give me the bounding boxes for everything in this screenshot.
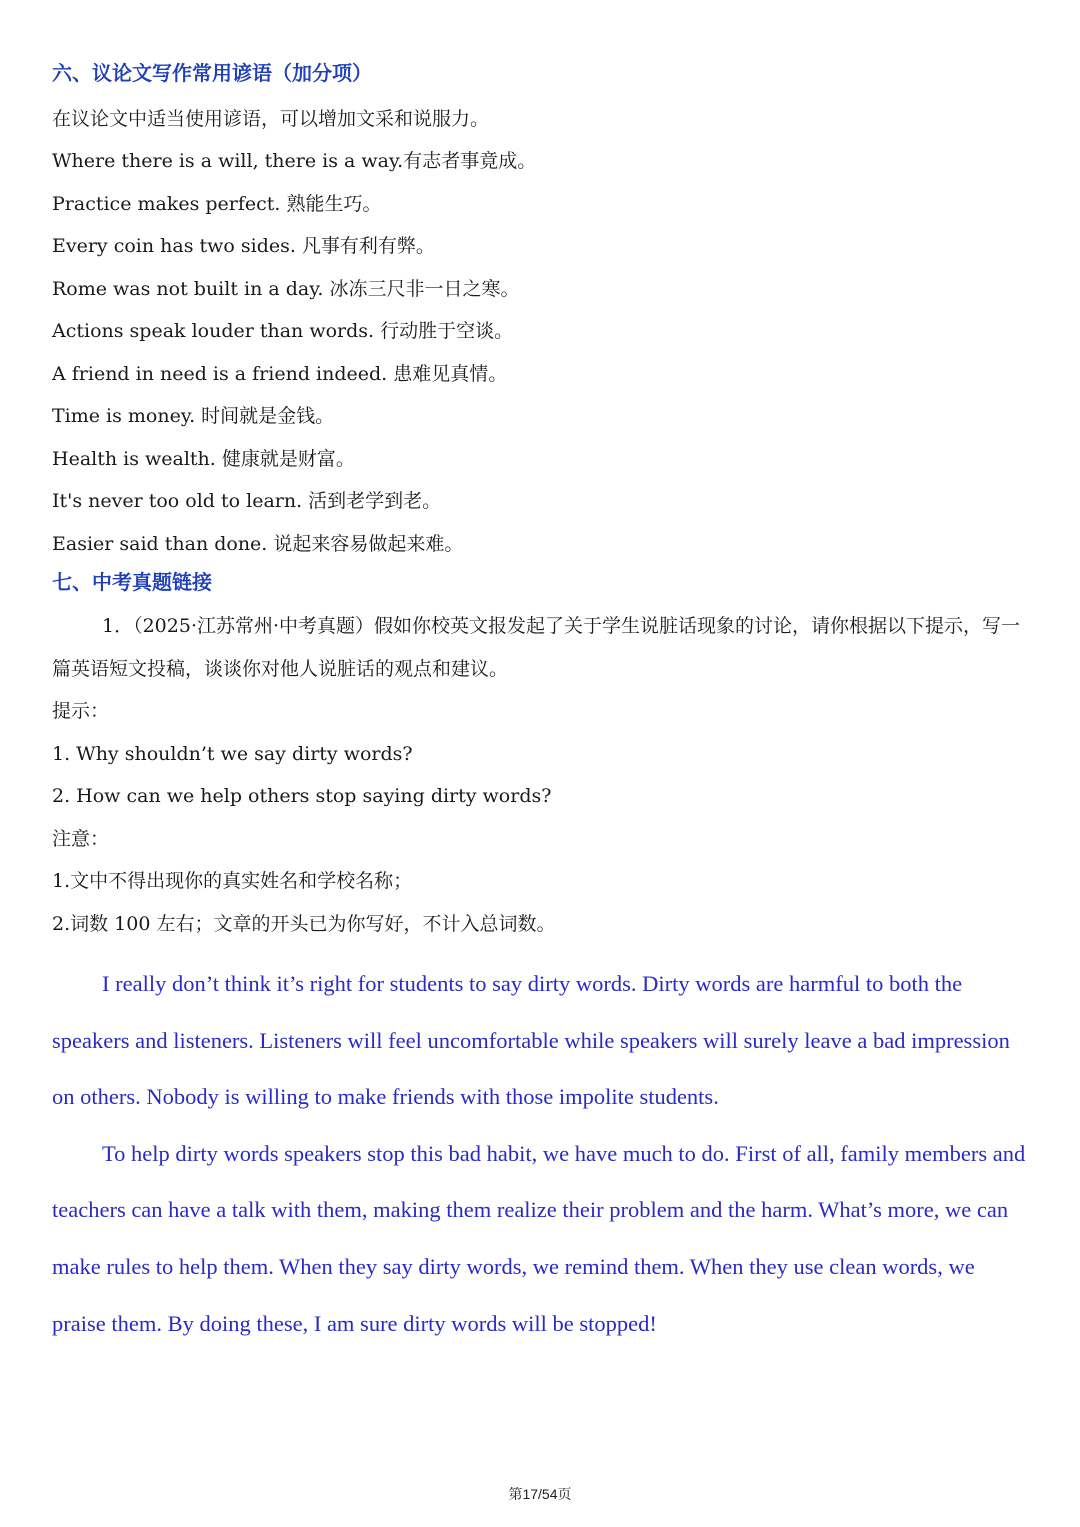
hint-item: 1. Why shouldn’t we say dirty words?: [52, 742, 413, 765]
section-intro: 在议论文中适当使用谚语，可以增加文采和说服力。: [52, 108, 490, 130]
note-label: 注意：: [52, 827, 110, 850]
document-page: [52, 56, 1032, 1352]
hint-label: 提示：: [52, 700, 110, 722]
answer-paragraph: To help dirty words speakers stop this bad habit, we have much to do. First of all, family members and teachers can have a talk with them, making them realize their problem and the harm. What’s more, we can make rules to help them. When they say dirty words, we remind them. When they use clean words, we praise them. By doing these, I am sure dirty words will be stopped!: [52, 1140, 1026, 1336]
section-heading-exam: 七、中考真题链接: [52, 570, 212, 594]
note-item: 1.文中不得出现你的真实姓名和学校名称；: [52, 870, 413, 892]
proverb-line: Easier said than done. 说起来容易做起来难。: [52, 532, 464, 555]
proverb-line: Practice makes perfect. 熟能生巧。: [52, 192, 382, 215]
hint-item: 2. How can we help others stop saying dirty words?: [52, 785, 552, 807]
note-item: 2.词数 100 左右；文章的开头已为你写好，不计入总词数。: [52, 912, 556, 935]
proverb-line: Rome was not built in a day. 冰冻三尺非一日之寒。: [52, 277, 520, 300]
answer-paragraph: I really don’t think it’s right for students to say dirty words. Dirty words are harmful to both the speakers and listeners. Listeners will feel uncomfortable while speakers will surely leave a bad impression on others. Nobody is willing to make friends with those impolite students.: [52, 971, 1010, 1110]
proverb-line: Health is wealth. 健康就是财富。: [52, 447, 355, 470]
section-heading-proverbs: 六、议论文写作常用谚语（加分项）: [52, 61, 372, 85]
exam-question: 1．（2025·江苏常州·中考真题）假如你校英文报发起了关于学生说脏话现象的讨论，请你根据以下提示，写一篇英语短文投稿，谈谈你对他人说脏话的观点和建议。: [52, 615, 1021, 680]
proverb-line: It's never too old to learn. 活到老学到老。: [52, 490, 442, 512]
proverb-line: A friend in need is a friend indeed. 患难见真情。: [52, 362, 508, 385]
page-number: 第17/54页: [508, 1486, 572, 1502]
proverb-line: Where there is a will, there is a way.有志者事竟成。: [52, 150, 537, 172]
proverb-line: Actions speak louder than words. 行动胜于空谈。: [52, 320, 514, 342]
proverb-line: Every coin has two sides. 凡事有利有弊。: [52, 235, 435, 257]
proverb-line: Time is money. 时间就是金钱。: [52, 405, 335, 427]
